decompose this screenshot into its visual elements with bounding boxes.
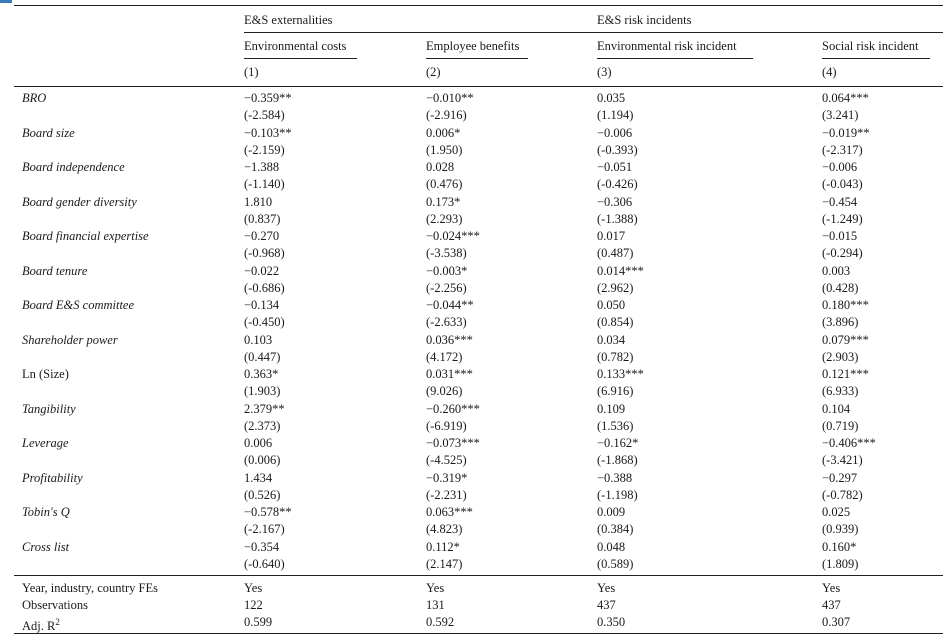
tstat-cell: (2.903)	[822, 349, 859, 364]
column-rule-2	[426, 58, 528, 59]
tstat-cell: (2.293)	[426, 211, 463, 226]
column-rule-3	[597, 58, 753, 59]
tstat-cell: (-0.426)	[597, 177, 638, 191]
coef-cell: −0.388	[597, 470, 633, 485]
footer-label: Observations	[22, 598, 88, 612]
column-number-4: (4)	[822, 65, 837, 79]
tstat-cell: (0.939)	[822, 522, 859, 536]
coef-cell: 0.006	[244, 436, 273, 450]
tstat-cell: (0.526)	[244, 487, 281, 502]
tstat-cell: (0.782)	[597, 349, 634, 364]
coef-cell: −1.388	[244, 160, 280, 174]
tstat-cell: (0.487)	[597, 246, 634, 260]
tstat-cell: (0.428)	[822, 280, 859, 295]
tstat-cell: (1.903)	[244, 384, 281, 398]
tstat-cell: (-1.249)	[822, 211, 863, 226]
tstat-cell: (0.837)	[244, 211, 281, 226]
tstat-cell: (2.962)	[597, 280, 634, 295]
coef-cell: −0.051	[597, 160, 633, 174]
footer-cell: Yes	[244, 581, 263, 595]
column-header-2: Employee benefits	[426, 39, 520, 53]
coef-cell: 1.434	[244, 470, 273, 485]
coef-cell: −0.306	[597, 194, 633, 209]
coef-cell: −0.406***	[822, 436, 876, 450]
coef-cell: 0.014***	[597, 263, 644, 278]
coef-cell: 1.810	[244, 194, 273, 209]
table-row	[0, 504, 945, 538]
footer-cell: Yes	[426, 581, 445, 595]
table-row	[0, 90, 945, 124]
table-row	[0, 159, 945, 193]
adj-r-text: Adj. R	[22, 619, 56, 634]
coef-cell: −0.103**	[244, 125, 292, 140]
coef-cell: 0.064***	[822, 91, 869, 105]
table-row	[0, 435, 945, 469]
coef-cell: −0.297	[822, 470, 858, 485]
tstat-cell: (-0.043)	[822, 177, 863, 191]
tstat-cell: (-4.525)	[426, 453, 467, 467]
row-label: Board gender diversity	[22, 194, 137, 209]
coef-cell: −0.260***	[426, 401, 480, 416]
column-number-2: (2)	[426, 65, 441, 79]
coef-cell: 0.104	[822, 401, 851, 416]
footer-cell: 0.307	[822, 615, 851, 629]
table-row	[0, 263, 945, 297]
tstat-cell: (-1.140)	[244, 177, 285, 191]
tstat-cell: (-2.231)	[426, 487, 467, 502]
footer-label-adj-r2	[22, 614, 60, 634]
coef-cell: 0.035	[597, 91, 626, 105]
tstat-cell: (1.194)	[597, 108, 634, 122]
coef-cell: −0.010**	[426, 91, 474, 105]
tstat-cell: (1.536)	[597, 418, 634, 433]
tstat-cell: (-2.633)	[426, 315, 467, 329]
coef-cell: 0.079***	[822, 332, 869, 347]
tstat-cell: (-2.167)	[244, 522, 285, 536]
coef-cell: 0.063***	[426, 505, 473, 519]
row-label: Board financial expertise	[22, 229, 149, 243]
column-number-3: (3)	[597, 65, 612, 79]
coef-cell: −0.162*	[597, 436, 639, 450]
footer-cell: 0.350	[597, 615, 626, 629]
coef-cell: −0.270	[244, 229, 280, 243]
tstat-cell: (6.933)	[822, 384, 859, 398]
coef-cell: −0.073***	[426, 436, 480, 450]
table-row	[0, 125, 945, 159]
row-label: Ln (Size)	[22, 367, 69, 381]
coef-cell: 0.025	[822, 505, 851, 519]
tstat-cell: (-2.916)	[426, 108, 467, 122]
tstat-cell: (2.373)	[244, 418, 281, 433]
column-header-1: Environmental costs	[244, 39, 347, 53]
coef-cell: 0.160*	[822, 539, 857, 554]
footer-cell: Yes	[597, 581, 616, 595]
footer-cell: 131	[426, 598, 445, 612]
tstat-cell: (-0.640)	[244, 556, 285, 571]
coef-cell: −0.354	[244, 539, 280, 554]
footer-cell: 437	[822, 598, 841, 612]
coef-cell: 0.112*	[426, 539, 460, 554]
row-label: Board E&S committee	[22, 298, 135, 312]
coef-cell: 0.031***	[426, 367, 473, 381]
tstat-cell: (0.589)	[597, 556, 634, 571]
coef-cell: −0.003*	[426, 263, 468, 278]
table-row	[0, 297, 945, 331]
coef-cell: 0.050	[597, 298, 626, 312]
row-label: Board tenure	[22, 263, 88, 278]
coef-cell: 0.034	[597, 332, 626, 347]
row-label: Shareholder power	[22, 332, 118, 347]
group-header-es-risk-incidents: E&S risk incidents	[597, 13, 692, 27]
coef-cell: −0.006	[597, 125, 633, 140]
coef-cell: 0.006*	[426, 125, 461, 140]
coef-cell: −0.359**	[244, 91, 292, 105]
tstat-cell: (3.241)	[822, 108, 859, 122]
coef-cell: −0.024***	[426, 229, 480, 243]
top-rule	[14, 5, 943, 6]
tstat-cell: (1.809)	[822, 556, 859, 571]
tstat-cell: (-3.538)	[426, 246, 467, 260]
coef-cell: −0.044**	[426, 298, 474, 312]
coef-cell: 0.109	[597, 401, 626, 416]
tstat-cell: (-3.421)	[822, 453, 863, 467]
coef-cell: −0.019**	[822, 125, 870, 140]
footer-cell: Yes	[822, 581, 841, 595]
tstat-cell: (0.719)	[822, 418, 859, 433]
footer-row	[0, 597, 945, 614]
corner-accent-mark	[0, 0, 12, 3]
coef-cell: 0.133***	[597, 367, 644, 381]
coef-cell: 0.009	[597, 505, 626, 519]
footer-row	[0, 614, 945, 634]
coef-cell: 0.028	[426, 160, 455, 174]
coef-cell: 0.017	[597, 229, 626, 243]
tstat-cell: (0.447)	[244, 349, 281, 364]
footer-cell: 122	[244, 598, 263, 612]
table-row	[0, 194, 945, 228]
tstat-cell: (-6.919)	[426, 418, 467, 433]
tstat-cell: (3.896)	[822, 315, 859, 329]
coef-cell: −0.006	[822, 160, 858, 174]
table-row	[0, 401, 945, 435]
coef-cell: −0.134	[244, 298, 280, 312]
row-label: Tobin's Q	[22, 505, 70, 519]
tstat-cell: (-2.317)	[822, 142, 863, 157]
table-row	[0, 332, 945, 366]
tstat-cell: (0.476)	[426, 177, 463, 191]
row-label: Board independence	[22, 160, 125, 174]
coef-cell: −0.015	[822, 229, 858, 243]
column-rule-1	[244, 58, 357, 59]
footer-rule	[14, 575, 943, 576]
row-label: Tangibility	[22, 401, 76, 416]
tstat-cell: (-1.868)	[597, 453, 638, 467]
tstat-cell: (-0.393)	[597, 142, 638, 157]
coef-cell: 0.363*	[244, 367, 279, 381]
tstat-cell: (2.147)	[426, 556, 463, 571]
row-label: Profitability	[22, 470, 83, 485]
tstat-cell: (0.384)	[597, 522, 634, 536]
row-label: BRO	[22, 91, 47, 105]
header-rule	[14, 86, 943, 87]
footer-cell: 0.599	[244, 615, 273, 629]
coef-cell: 0.121***	[822, 367, 869, 381]
tstat-cell: (6.916)	[597, 384, 634, 398]
tstat-cell: (-0.968)	[244, 246, 285, 260]
row-label: Cross list	[22, 539, 70, 554]
column-header-3: Environmental risk incident	[597, 39, 737, 53]
coef-cell: −0.454	[822, 194, 858, 209]
tstat-cell: (-2.584)	[244, 108, 285, 122]
tstat-cell: (0.006)	[244, 453, 281, 467]
tstat-cell: (-0.782)	[822, 487, 863, 502]
tstat-cell: (-2.256)	[426, 280, 467, 295]
footer-row	[0, 580, 945, 597]
column-header-4: Social risk incident	[822, 39, 919, 53]
footer-cell: 437	[597, 598, 616, 612]
footer-label: Year, industry, country FEs	[22, 581, 158, 595]
tstat-cell: (-0.686)	[244, 280, 285, 295]
column-rule-4	[822, 58, 930, 59]
coef-cell: −0.578**	[244, 505, 292, 519]
coef-cell: 0.003	[822, 263, 851, 278]
tstat-cell: (4.172)	[426, 349, 463, 364]
table-row	[0, 470, 945, 504]
coef-cell: 0.036***	[426, 332, 473, 347]
coef-cell: 2.379**	[244, 401, 285, 416]
row-label: Leverage	[22, 436, 69, 450]
coef-cell: −0.319*	[426, 470, 468, 485]
table-row	[0, 228, 945, 262]
row-label: Board size	[22, 125, 75, 140]
column-number-1: (1)	[244, 65, 259, 79]
coef-cell: 0.180***	[822, 298, 869, 312]
coef-cell: 0.173*	[426, 194, 461, 209]
tstat-cell: (-2.159)	[244, 142, 285, 157]
tstat-cell: (-1.388)	[597, 211, 638, 226]
tstat-cell: (-1.198)	[597, 487, 638, 502]
table-row	[0, 539, 945, 573]
bottom-rule	[14, 633, 943, 634]
tstat-cell: (4.823)	[426, 522, 463, 536]
tstat-cell: (-0.450)	[244, 315, 285, 329]
footer-cell: 0.592	[426, 615, 455, 629]
coef-cell: −0.022	[244, 263, 280, 278]
table-row	[0, 366, 945, 400]
tstat-cell: (9.026)	[426, 384, 463, 398]
tstat-cell: (-0.294)	[822, 246, 863, 260]
coef-cell: 0.048	[597, 539, 626, 554]
group-header-es-externalities: E&S externalities	[244, 13, 333, 27]
adj-r-superscript: 2	[55, 617, 60, 627]
coef-cell: 0.103	[244, 332, 273, 347]
tstat-cell: (0.854)	[597, 315, 634, 329]
group-rule-risk-incidents	[597, 32, 943, 33]
tstat-cell: (1.950)	[426, 142, 463, 157]
